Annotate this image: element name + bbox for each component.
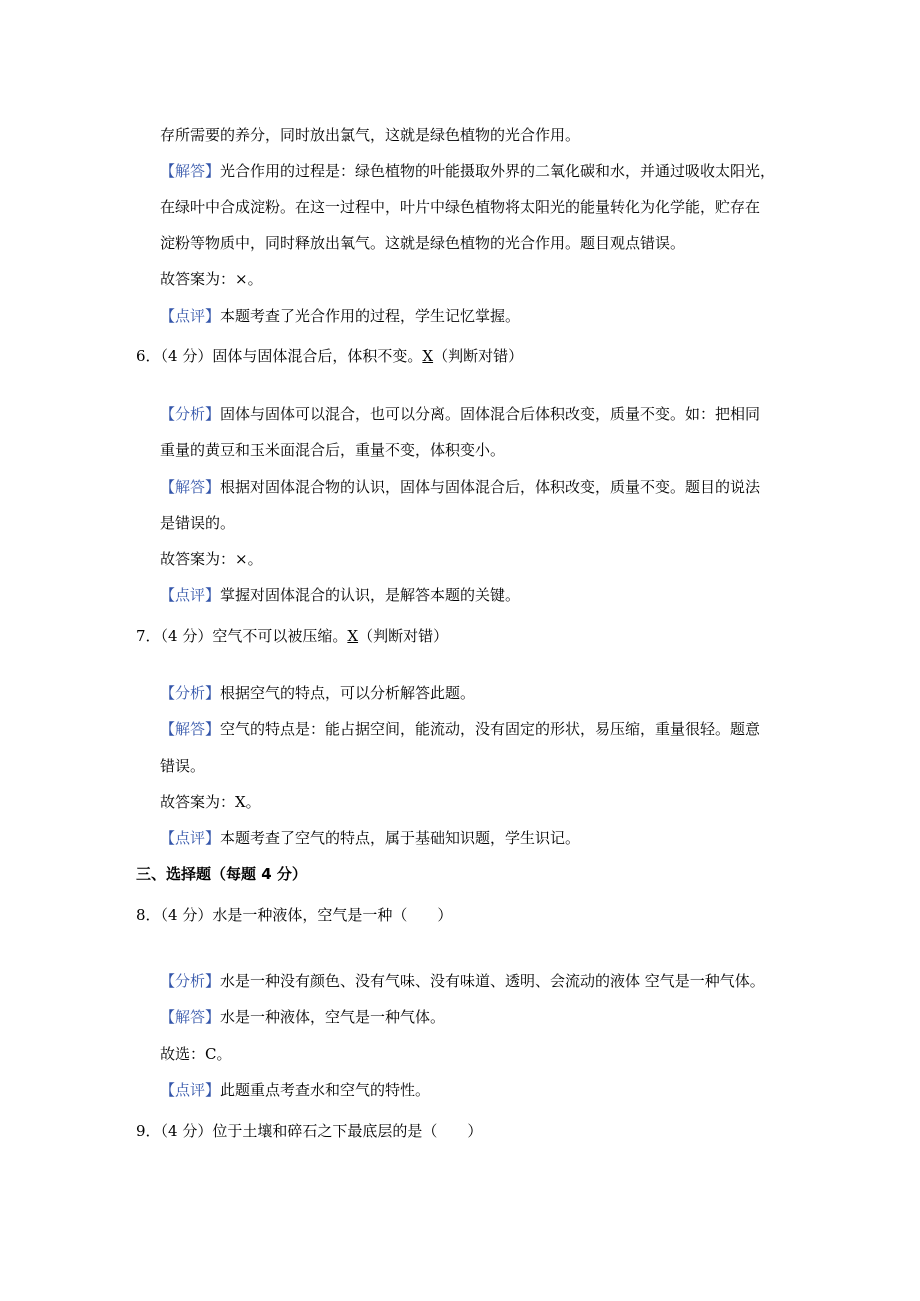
q5-answer-line-3: 淀粉等物质中，同时释放出氧气。这就是绿色植物的光合作用。题目观点错误。: [160, 234, 686, 252]
q5-comment: [160, 305, 520, 327]
q7-comment-text: 本题考查了空气的特点，属于基础知识题，学生识记。: [220, 829, 581, 847]
q5-answer-line-2: 在绿叶中合成淀粉。在这一过程中，叶片中绿色植物将太阳光的能量转化为化学能，贮存在: [160, 198, 761, 216]
answer-label: 【解答】: [160, 1008, 221, 1026]
answer-label: 【解答】: [160, 478, 221, 496]
q6-analysis-line-1: 固体与固体可以混合，也可以分离。固体混合后体积改变，质量不变。如：把相同: [220, 405, 761, 423]
answer-label: 【解答】: [160, 162, 221, 180]
analysis-label: 【分析】: [160, 972, 221, 990]
q5-answer: [160, 160, 775, 182]
q6-stem: [136, 345, 523, 367]
q6-answer-line-1: 根据对固体混合物的认识，固体与固体混合后，体积改变，质量不变。题目的说法: [220, 478, 761, 496]
q6-result: 故答案为：×。: [160, 550, 263, 568]
q9-number: 9．: [136, 1122, 161, 1140]
q6-answer-mark: X: [422, 347, 434, 365]
q6-stem-text: （4 分）固体与固体混合后，体积不变。: [160, 347, 423, 365]
q8-analysis-text: 水是一种没有颜色、没有气味、没有味道、透明、会流动的液体 空气是一种气体。: [220, 972, 765, 990]
q7-answer-line-1: 空气的特点是：能占据空间，能流动，没有固定的形状，易压缩，重量很轻。题意: [220, 720, 761, 738]
q5-analysis-tail: 存所需要的养分，同时放出氯气，这就是绿色植物的光合作用。: [160, 126, 581, 144]
q8-comment: [160, 1079, 430, 1101]
q8-answer-text: 水是一种液体，空气是一种气体。: [220, 1008, 446, 1026]
comment-label: 【点评】: [160, 1081, 221, 1099]
q7-stem: [136, 625, 448, 647]
q7-analysis: [160, 682, 475, 704]
q7-number: 7．: [136, 627, 161, 645]
analysis-label: 【分析】: [160, 684, 221, 702]
q8-answer: [160, 1006, 445, 1028]
q6-analysis-line-2: 重量的黄豆和玉米面混合后，重量不变，体积变小。: [160, 441, 506, 459]
q5-result: 故答案为：×。: [160, 270, 263, 288]
q6-analysis: [160, 403, 760, 425]
q8-number: 8．: [136, 906, 161, 924]
comment-label: 【点评】: [160, 307, 221, 325]
q6-stem-suffix: （判断对错）: [433, 347, 524, 365]
q7-answer-line-2: 错误。: [160, 757, 206, 775]
q8-stem: [136, 904, 452, 926]
q7-stem-suffix: （判断对错）: [358, 627, 449, 645]
q7-comment: [160, 827, 580, 849]
q8-result: 故选：C。: [160, 1045, 232, 1063]
q6-answer-line-2: 是错误的。: [160, 514, 236, 532]
q5-answer-line-1: 光合作用的过程是：绿色植物的叶能摄取外界的二氧化碳和水，并通过吸收太阳光，: [220, 162, 776, 180]
q9-stem-text: （4 分）位于土壤和碎石之下最底层的是（ ）: [160, 1122, 483, 1140]
q6-answer: [160, 476, 760, 498]
q8-comment-text: 此题重点考查水和空气的特性。: [220, 1081, 431, 1099]
comment-label: 【点评】: [160, 829, 221, 847]
section-heading: 三、选择题（每题 4 分）: [136, 865, 307, 883]
q5-comment-text: 本题考查了光合作用的过程，学生记忆掌握。: [220, 307, 521, 325]
q7-stem-text: （4 分）空气不可以被压缩。: [160, 627, 348, 645]
comment-label: 【点评】: [160, 586, 221, 604]
q6-comment: [160, 584, 520, 606]
answer-label: 【解答】: [160, 720, 221, 738]
q8-analysis: [160, 970, 765, 992]
q7-answer: [160, 718, 760, 740]
q7-result: 故答案为：X。: [160, 793, 261, 811]
q8-stem-text: （4 分）水是一种液体，空气是一种（ ）: [160, 906, 453, 924]
analysis-label: 【分析】: [160, 405, 221, 423]
q7-answer-mark: X: [347, 627, 359, 645]
q6-number: 6．: [136, 347, 161, 365]
q6-comment-text: 掌握对固体混合的认识，是解答本题的关键。: [220, 586, 521, 604]
q9-stem: [136, 1120, 482, 1142]
q7-analysis-text: 根据空气的特点，可以分析解答此题。: [220, 684, 476, 702]
